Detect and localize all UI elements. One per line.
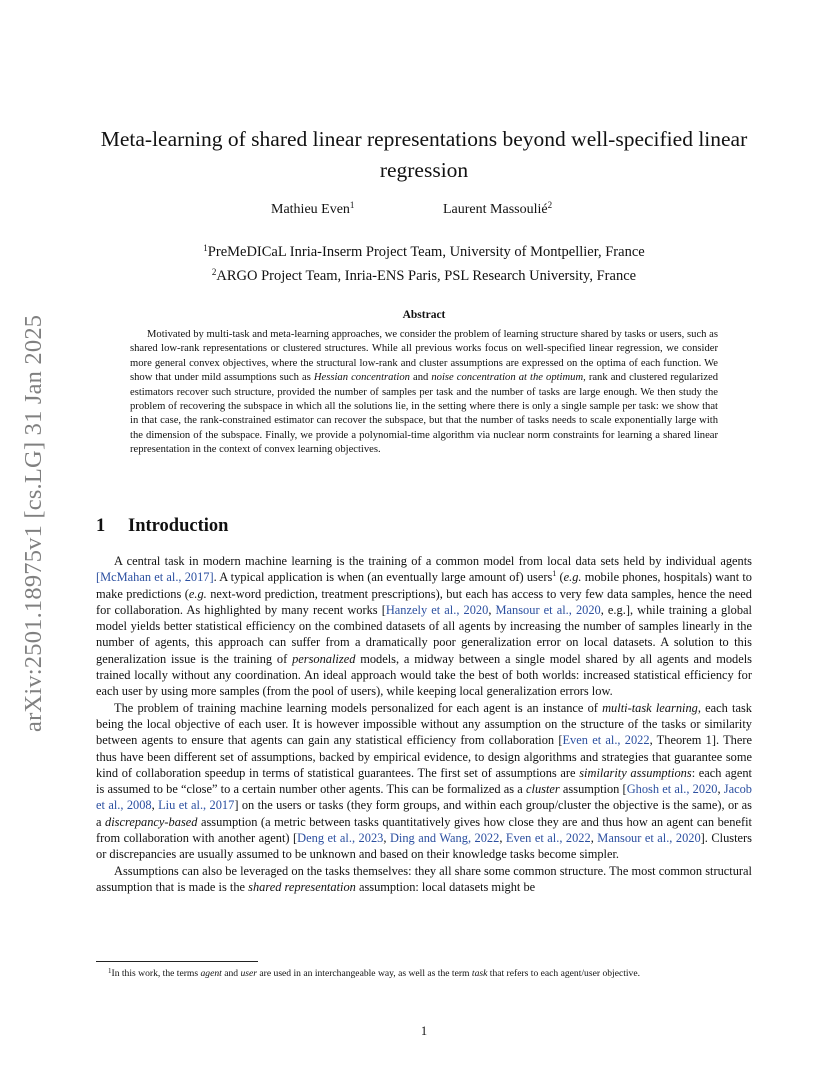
section-heading-introduction <box>96 516 752 537</box>
text-run: assumption (a metric between tasks quantitatively gives how close they are and thus how an agent can benefit from collaboration with another agent) [ <box>96 814 752 846</box>
text-run: , <box>488 602 496 617</box>
footnote-marker: 1 <box>552 569 557 579</box>
emphasis-text: shared representation <box>248 879 356 894</box>
text-run: , e.g.], while training a global model yields better statistical efficiency on the combined datasets of all agents by increasing the number of samples linearly in the number of agents, this approach can suffer from a dramatically poor generalization error on local datasets. A solution to this generalization issue is the training of <box>96 602 752 666</box>
affiliation-mark: 2 <box>211 267 217 277</box>
emphasis-text: noise concentration at the optimum <box>431 372 584 384</box>
footnote-divider <box>96 961 258 962</box>
text-run: , <box>383 831 390 846</box>
citation-link[interactable]: Deng et al., 2023 <box>297 831 384 846</box>
citation-link[interactable]: Jacob et al., 2008 <box>96 782 752 813</box>
emphasis-text: e.g. <box>563 570 582 585</box>
text-run: assumption [ <box>559 782 627 797</box>
text-run: , each task being the local objective of each user. It is however impossible without any assumption on the structure of the tasks or similarity between agents to ensure that agents can gain any statistical efficiency from collaboration [ <box>96 700 752 748</box>
citation-link[interactable]: Even et al., 2022 <box>562 733 650 748</box>
text-run: , <box>590 831 598 846</box>
text-run: Assumptions can also be leveraged on the tasks themselves: they all share some common structure. The most common structural assumption that is made is the <box>96 863 752 894</box>
author-affiliation-mark: 1 <box>349 200 355 210</box>
text-run: , <box>499 831 506 846</box>
citation-link[interactable]: [McMahan et al., 2017] <box>96 570 214 585</box>
arxiv-identifier-stamp: arXiv:2501.18975v1 [cs.LG] 31 Jan 2025 <box>20 314 47 732</box>
text-run: assumption: local datasets might be <box>355 879 536 894</box>
page-number: 1 <box>420 1024 428 1038</box>
author-2 <box>443 200 552 218</box>
affiliation-mark: 1 <box>203 243 208 253</box>
author-1 <box>271 200 354 218</box>
text-run: : each agent is assumed to be “close” to a certain number other agents. This can be formalized as a <box>96 765 752 797</box>
emphasis-text: multi-task learning <box>602 700 698 715</box>
affiliation-1 <box>96 238 752 262</box>
affiliation-text: PreMeDICaL Inria-Inserm Project Team, University of Montpellier, France <box>207 244 645 260</box>
citation-link[interactable]: Ghosh et al., 2020 <box>626 782 718 797</box>
body-paragraph <box>96 863 752 896</box>
citation-link[interactable]: Mansour et al., 2020 <box>495 602 601 617</box>
affiliation-list <box>96 238 752 286</box>
emphasis-text: Hessian concentration <box>313 372 410 384</box>
abstract-heading: Abstract <box>402 309 446 321</box>
introduction-body <box>96 553 752 895</box>
text-run: , Theorem 1]. There thus have been different set of assumptions, backed by empirical evidence, to design algorithms and strategies that guarantee some kind of collaboration speedup in terms of statistical guarantees. The first set of assumptions are <box>96 733 752 780</box>
emphasis-text: e.g. <box>188 586 207 601</box>
affiliation-2 <box>96 262 752 286</box>
author-name: Mathieu Even <box>271 202 350 217</box>
body-paragraph <box>96 700 752 863</box>
footnote <box>96 965 752 980</box>
affiliation-text: ARGO Project Team, Inria-ENS Paris, PSL Research University, France <box>216 268 637 284</box>
body-paragraph <box>96 553 752 700</box>
text-run: , rank and clustered regularized estimators recover such structure, provided the number of samples per task and the number of tasks are large enough. We then study the problem of recovering the subspace in which all the solutions lie, in the setting where there is only a single sample per task: we show that in that case, the rank-constrained estimator can recover the subspace, but that the number of tasks needs to scale exponentially large with the dimension of the subspace. Finally, we provide a polynomial-time algorithm via nuclear norm constraints for learning a shared linear representation in the context of convex learning objectives. <box>130 372 719 456</box>
citation-link[interactable]: Liu et al., 2017 <box>158 798 235 813</box>
emphasis-text: cluster <box>526 782 560 797</box>
section-number: 1 <box>96 516 106 536</box>
text-run: In this work, the terms <box>111 968 201 979</box>
citation-link[interactable]: Even et al., 2022 <box>505 831 591 846</box>
text-run: mobile phones, hospitals) want to make predictions ( <box>96 570 752 601</box>
author-affiliation-mark: 2 <box>547 200 553 210</box>
text-run: The problem of training machine learning models personalized for each agent is an instance of <box>114 700 603 715</box>
section-title: Introduction <box>128 516 229 536</box>
text-run: ]. Clusters or discrepancies are usually assumed to be unknown and based on their knowledge tasks become simpler. <box>96 831 752 862</box>
emphasis-text: user <box>240 968 258 979</box>
text-run: models, a midway between a single model shared by all agents and models trained locally without any coordination. An ideal approach would take the best of both worlds: increased statistical efficiency for each user by using more samples (from the pool of users), while keeping local generalization errors low. <box>96 651 752 699</box>
emphasis-text: personalized <box>292 651 356 666</box>
emphasis-text: task <box>471 968 488 979</box>
text-run: are used in an interchangeable way, as well as the term <box>257 968 472 979</box>
abstract-text <box>130 328 718 458</box>
emphasis-text: agent <box>200 968 222 979</box>
text-run: next-word prediction, treatment prescriptions), but each has access to very few data samples, hence the need for collaboration. As highlighted by many recent works [ <box>96 586 752 617</box>
text-run: ] on the users or tasks (they form groups, and within each group/cluster the objective is the same), or as a <box>96 798 752 829</box>
emphasis-text: similarity assumptions <box>579 765 692 780</box>
text-run: and <box>409 372 432 384</box>
abstract <box>130 309 718 458</box>
text-run: , <box>151 798 159 813</box>
text-run: and <box>221 968 241 979</box>
text-run: , <box>717 782 724 797</box>
emphasis-text: discrepancy-based <box>105 814 198 829</box>
citation-link[interactable]: Mansour et al., 2020 <box>597 831 701 846</box>
text-run: ( <box>556 570 564 585</box>
paper-title: Meta-learning of shared linear representations beyond well-specified linear regression <box>100 127 748 182</box>
citation-link[interactable]: Ding and Wang, 2022 <box>389 831 500 846</box>
text-run: Motivated by multi-task and meta-learning approaches, we consider the problem of learning structure shared by tasks or users, such as shared low-rank representations or clustered structures. While all previous works focus on well-specified linear regression, we consider more general convex objectives, where the structural low-rank and cluster assumptions are expressed on the optima of each function. We show that under mild assumptions such as <box>130 329 718 384</box>
text-run: A central task in modern machine learning is the training of a common model from local data sets held by individual agents <box>114 554 752 568</box>
text-run: . A typical application is when (an eventually large amount of) users <box>213 570 553 585</box>
text-run: that refers to each agent/user objective. <box>487 968 641 979</box>
footnote-marker: 1 <box>108 967 112 975</box>
citation-link[interactable]: Hanzely et al., 2020 <box>385 602 489 617</box>
author-name: Laurent Massoulié <box>443 202 548 217</box>
